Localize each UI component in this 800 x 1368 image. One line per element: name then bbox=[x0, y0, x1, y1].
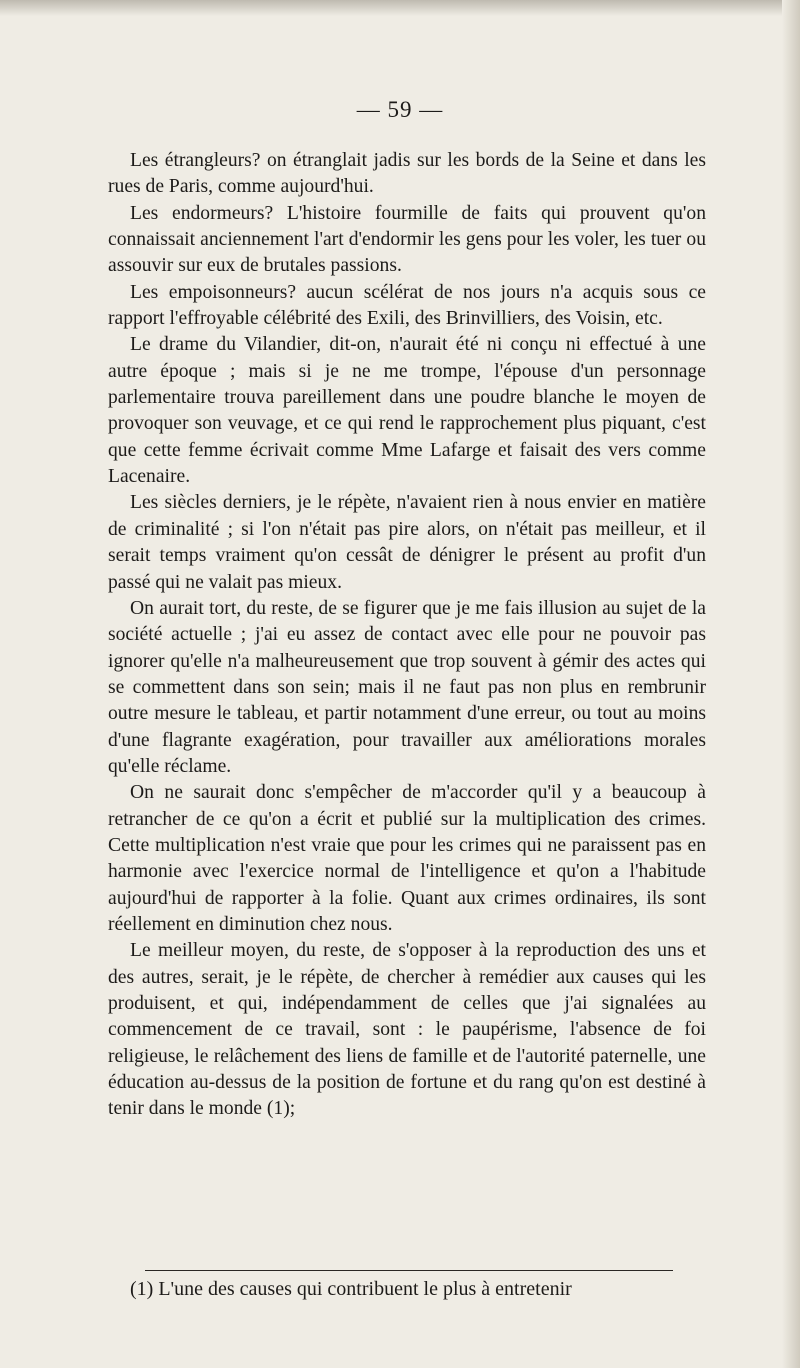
body-text bbox=[108, 148, 706, 1123]
footnote: (1) L'une des causes qui contribuent le plus à entretenir bbox=[130, 1278, 572, 1300]
page-edge-right bbox=[782, 0, 800, 1368]
paragraph-siecles: Les siècles derniers, je le répète, n'avaient rien à nous envier en matière de criminalité ; si l'on n'était pas pire alors, on n'était pas meilleur, et il serait temps vraiment qu'on cessât de dénigrer le présent au profit d'un passé qui ne valait pas mieux. bbox=[108, 492, 706, 593]
page-edge-shadow bbox=[0, 0, 800, 16]
paragraph-meilleur-moyen: Le meilleur moyen, du reste, de s'opposer à la reproduction des uns et des autres, serait, je le répète, de chercher à remédier aux causes qui les produisent, et qui, indépendamment de celles que j'ai signalées au commencement de ce travail, sont : le paupérisme, l'absence de foi religieuse, le relâchement des liens de famille et de l'autorité paternelle, une éducation au-dessus de la position de fortune et du rang qu'on est destiné à tenir dans le monde (1); bbox=[108, 940, 706, 1120]
page-number: — 59 — bbox=[356, 97, 444, 122]
paragraph-empoisonneurs: Les empoisonneurs? aucun scélérat de nos jours n'a acquis sous ce rapport l'effroyable célébrité des Exili, des Brinvilliers, des Voisin, etc. bbox=[108, 281, 706, 330]
paragraph-endormeurs: Les endormeurs? L'histoire fourmille de faits qui prouvent qu'on connaissait anciennement l'art d'endormir les gens pour les voler, les tuer ou assouvir sur eux de brutales passions. bbox=[108, 202, 706, 277]
footnote-divider bbox=[145, 1270, 673, 1271]
paragraph-drame: Le drame du Vilandier, dit-on, n'aurait été ni conçu ni effectué à une autre époque ; mais si je ne me trompe, l'épouse d'un personnage parlementaire trouva pareillement dans une poudre blanche le moyen de provoquer son veuvage, et ce qui rend le rapprochement plus piquant, c'est que cette femme écrivait comme Mme Lafarge et faisait des vers comme Lacenaire. bbox=[108, 334, 706, 488]
paragraph-multiplication: On ne saurait donc s'empêcher de m'accorder qu'il y a beaucoup à retrancher de ce qu'on a écrit et publié sur la multiplication des crimes. Cette multiplication n'est vraie que pour les crimes qui ne paraissent pas en harmonie avec l'exercice normal de l'intelligence et qu'on a l'habitude aujourd'hui de rapporter à la folie. Quant aux crimes ordinaires, ils sont réellement en diminution chez nous. bbox=[108, 782, 706, 935]
paragraph-illusion: On aurait tort, du reste, de se figurer que je me fais illusion au sujet de la société actuelle ; j'ai eu assez de contact avec elle pour ne pouvoir pas ignorer qu'elle n'a malheureusement que trop souvent à gémir des actes qui se commettent dans son sein; mais il ne faut pas non plus en rembrunir outre mesure le tableau, et partir notamment d'une erreur, ou tout au moins d'une flagrante exagération, pour travailler aux améliorations morales qu'elle réclame. bbox=[108, 597, 706, 777]
paragraph-etrangleurs: Les étrangleurs? on étranglait jadis sur les bords de la Seine et dans les rues de Paris, comme aujourd'hui. bbox=[108, 150, 706, 198]
